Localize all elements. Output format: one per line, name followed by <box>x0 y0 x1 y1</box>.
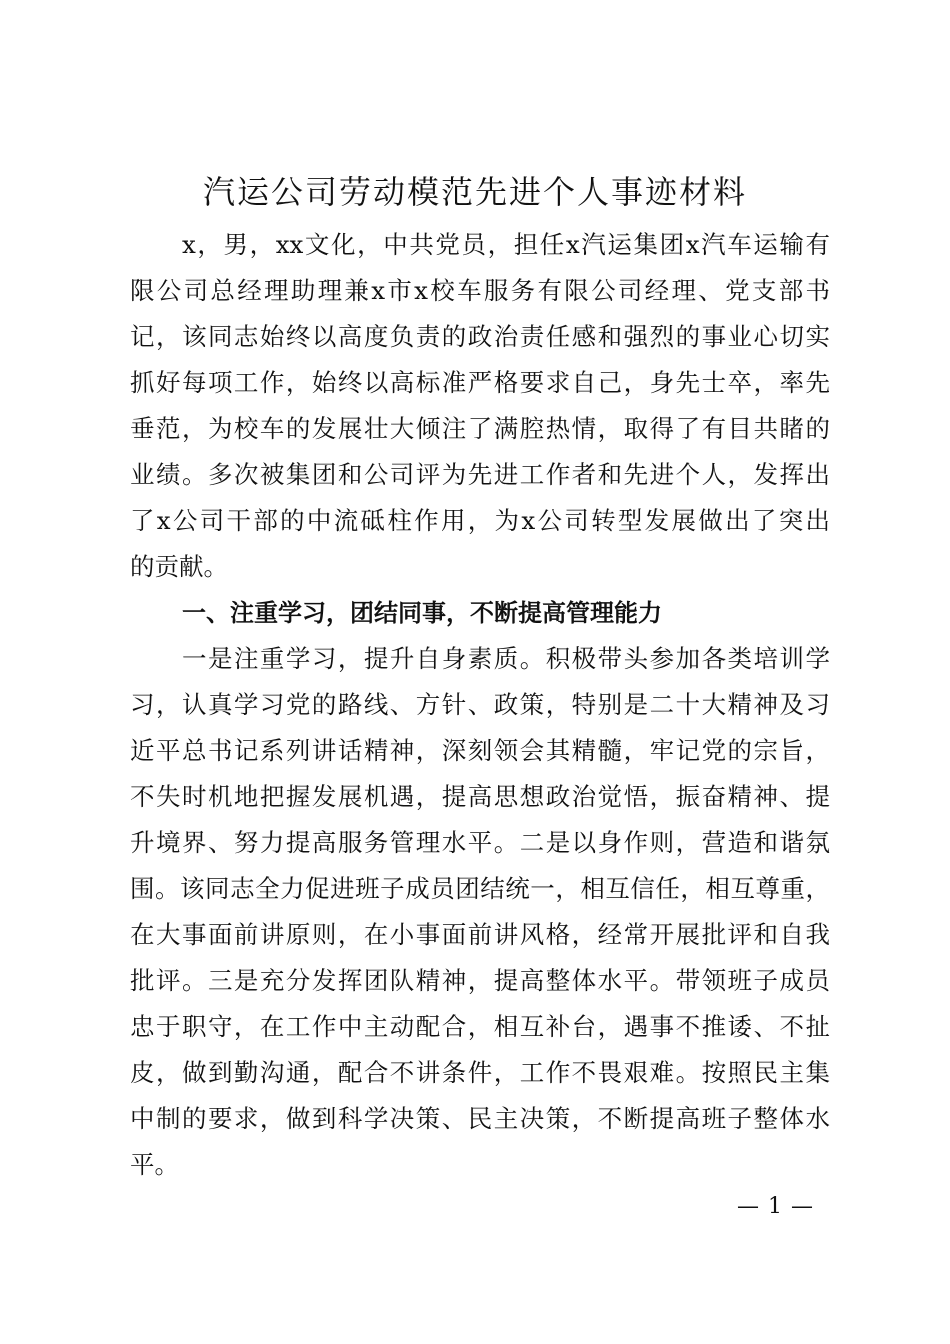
paragraph-2-line: 在大事面前讲原则，在小事面前讲风格，经常开展批评和自我 <box>130 920 830 949</box>
paragraph-2-line: 近平总书记系列讲话精神，深刻领会其精髓，牢记党的宗旨， <box>130 736 830 765</box>
paragraph-2-line: 一是注重学习，提升自身素质。积极带头参加各类培训学 <box>182 644 830 673</box>
paragraph-1-line: 抓好每项工作，始终以高标准严格要求自己，身先士卒，率先 <box>130 368 830 397</box>
paragraph-2-line: 围。该同志全力促进班子成员团结统一，相互信任，相互尊重， <box>130 874 830 903</box>
page-number: — 1 — <box>737 1194 814 1219</box>
paragraph-1-line: 的贡献。 <box>130 552 228 581</box>
paragraph-2-line: 批评。三是充分发挥团队精神，提高整体水平。带领班子成员 <box>130 966 830 995</box>
paragraph-2-line: 忠于职守，在工作中主动配合，相互补台，遇事不推诿、不扯 <box>130 1012 830 1041</box>
paragraph-2-line: 升境界、努力提高服务管理水平。二是以身作则，营造和谐氛 <box>130 828 830 857</box>
paragraph-2-line: 皮，做到勤沟通，配合不讲条件，工作不畏艰难。按照民主集 <box>130 1058 830 1087</box>
paragraph-2-line: 习，认真学习党的路线、方针、政策，特别是二十大精神及习 <box>130 690 830 719</box>
paragraph-1-line: 垂范，为校车的发展壮大倾注了满腔热情，取得了有目共睹的 <box>130 414 830 443</box>
paragraph-1-line: 记，该同志始终以高度负责的政治责任感和强烈的事业心切实 <box>130 322 830 351</box>
paragraph-1-line: 业绩。多次被集团和公司评为先进工作者和先进个人，发挥出 <box>130 460 830 489</box>
section-1-heading: 一、注重学习，团结同事，不断提高管理能力 <box>182 599 662 627</box>
paragraph-2-line: 中制的要求，做到科学决策、民主决策，不断提高班子整体水 <box>130 1104 830 1133</box>
document-body <box>130 222 830 1188</box>
paragraph-1-line: 限公司总经理助理兼x市x校车服务有限公司经理、党支部书 <box>130 276 830 305</box>
paragraph-1-line: 了x公司干部的中流砥柱作用，为x公司转型发展做出了突出 <box>130 506 830 535</box>
paragraph-2-line: 平。 <box>130 1150 179 1179</box>
paragraph-2-line: 不失时机地把握发展机遇，提高思想政治觉悟，振奋精神、提 <box>130 782 830 811</box>
document-title: 汽运公司劳动模范先进个人事迹材料 <box>202 173 747 211</box>
paragraph-1-line: x，男，xx文化，中共党员，担任x汽运集团x汽车运输有 <box>182 230 830 259</box>
